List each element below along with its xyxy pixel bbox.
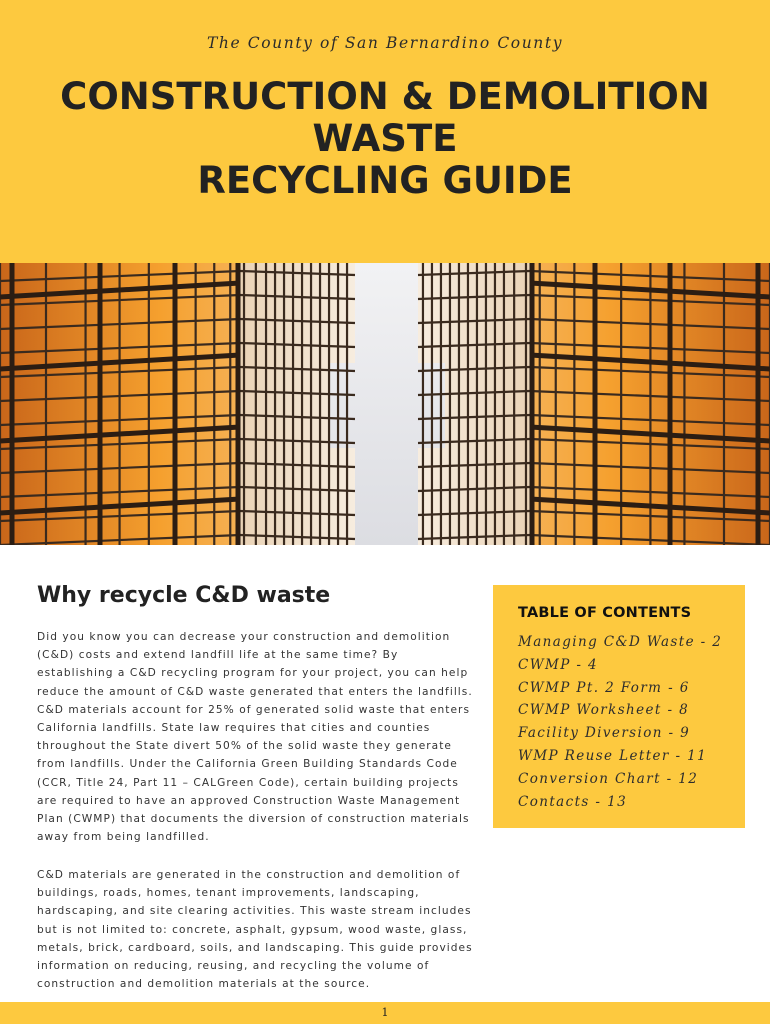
footer-bar bbox=[0, 1002, 770, 1024]
guide-title bbox=[0, 76, 770, 202]
page-number: 1 bbox=[381, 1006, 389, 1019]
skyscraper-photo bbox=[0, 263, 770, 545]
header-banner bbox=[0, 0, 770, 263]
toc-item[interactable]: Contacts - 13 bbox=[518, 793, 628, 810]
table-of-contents bbox=[493, 585, 745, 828]
toc-item[interactable]: WMP Reuse Letter - 11 bbox=[518, 747, 708, 764]
toc-title: TABLE OF CONTENTS bbox=[518, 605, 692, 621]
title-line-2: WASTE bbox=[312, 117, 458, 160]
toc-item[interactable]: CWMP Pt. 2 Form - 6 bbox=[518, 679, 690, 696]
materials-paragraph: C&D materials are generated in the construction and demolition of buildings, roads, homes, tenant improvements, landscaping, hardscaping, and site clearing activities. This waste stream includes but is not limited to: concrete, asphalt, gypsum, wood waste, glass, metals, brick, cardboard, soils, and landscaping. This guide provides information on reducing, reusing, and recycling the volume of construction and demolition materials at the source. bbox=[37, 869, 473, 991]
toc-list bbox=[518, 631, 722, 813]
title-line-3: RECYCLING GUIDE bbox=[197, 159, 573, 202]
why-recycle-heading: Why recycle C&D waste bbox=[37, 583, 331, 608]
toc-item[interactable]: CWMP - 4 bbox=[518, 656, 599, 673]
title-line-1: CONSTRUCTION & DEMOLITION bbox=[60, 75, 710, 118]
intro-paragraph: Did you know you can decrease your construction and demolition (C&D) costs and extend landfill life at the same time? By establishing a C&D recycling program for your project, you can help reduce the amount of C&D waste generated that enters the landfills. C&D materials account for 25% of generated solid waste that enters California landfills. State law requires that cities and counties throughout the State divert 50% of the solid waste they generate from landfills. Under the California Green Building Standards Code (CCR, Title 24, Part 11 – CALGreen Code), certain building projects are required to have an approved Construction Waste Management Plan (CWMP) that documents the diversion of construction materials away from being landfilled. bbox=[37, 631, 473, 844]
toc-item[interactable]: CWMP Worksheet - 8 bbox=[518, 702, 690, 719]
toc-item[interactable]: Conversion Chart - 12 bbox=[518, 770, 699, 787]
toc-item[interactable]: Managing C&D Waste - 2 bbox=[518, 634, 723, 650]
toc-item[interactable]: Facility Diversion - 9 bbox=[518, 725, 691, 742]
county-name: The County of San Bernardino County bbox=[206, 34, 564, 52]
